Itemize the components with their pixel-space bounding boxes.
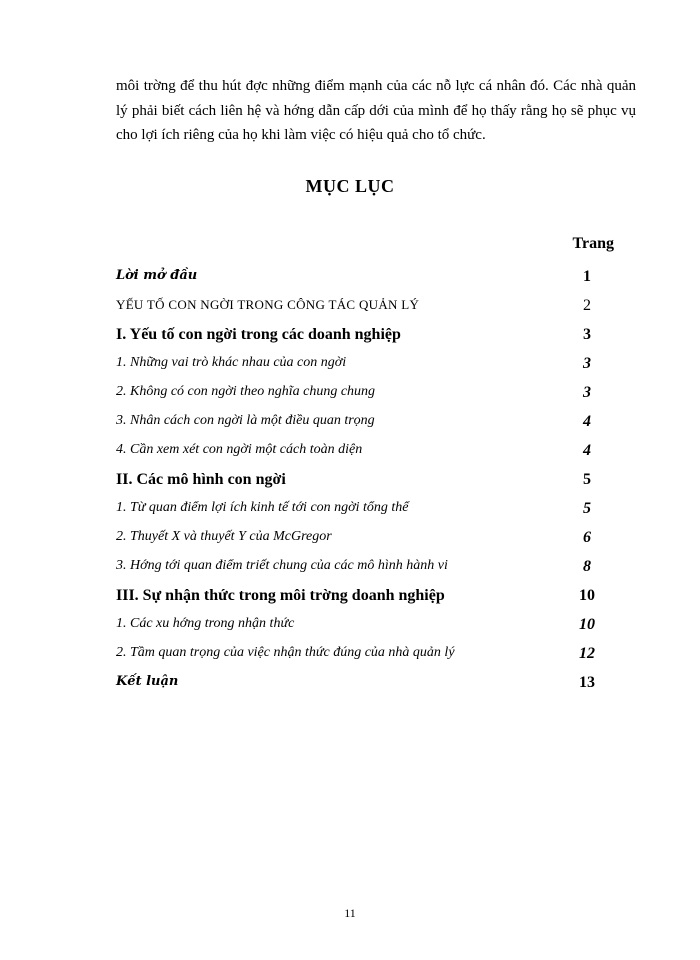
toc-entry-text: 3. Nhân cách con ngời là một điều quan trọng [116,413,375,428]
toc-entry-page: 4 [583,442,591,459]
toc-entry-text: Kết luận [116,674,179,689]
toc-entry-page: 8 [583,558,591,575]
toc-entry-text: III. Sự nhận thức trong môi trờng doanh nghiệp [116,587,445,604]
toc-entry-text: 4. Cần xem xét con ngời một cách toàn diện [116,442,363,457]
toc-entry-text: 2. Thuyết X và thuyết Y của McGregor [116,529,332,544]
toc-entry[interactable] [116,380,602,409]
toc-entry-text: Lời mở đầu [116,268,198,283]
toc-entry-text: 3. Hớng tới quan điểm triết chung của các mô hình hành vi [116,558,448,573]
toc-entry-page: 5 [583,500,591,517]
toc-entry-text: II. Các mô hình con ngời [116,471,286,488]
toc-entry[interactable] [116,409,602,438]
toc-entry[interactable] [116,496,602,525]
toc-entry-page: 1 [583,268,591,285]
intro-paragraph: môi trờng để thu hút đợc những điểm mạnh của các nỗ lực cá nhân đó. Các nhà quản lý phải biết cách liên hệ và hớng dẫn cấp dới của mình để họ thấy rằng họ sẽ phục vụ cho lợi ích riêng của họ khi làm việc có hiệu quả cho tổ chức. [116,78,636,143]
toc-entry[interactable] [116,525,602,554]
table-of-contents [116,264,602,699]
toc-entry-page: 3 [583,355,591,372]
toc-entry-text: YẾU TỐ CON NGỜI TRONG CÔNG TÁC QUẢN LÝ [116,297,420,312]
toc-entry-text: 1. Từ quan điểm lợi ích kinh tế tới con ngời tổng thể [116,500,409,515]
toc-entry-page: 6 [583,529,591,546]
toc-entry[interactable] [116,670,602,699]
toc-entry-page: 5 [583,471,591,488]
toc-entry-page: 10 [579,587,595,604]
toc-entry-text: 1. Những vai trò khác nhau của con ngời [116,355,347,370]
toc-entry-text: 1. Các xu hớng trong nhận thức [116,616,295,631]
toc-entry-page: 12 [579,645,595,662]
toc-entry[interactable] [116,467,602,496]
toc-entry[interactable] [116,351,602,380]
toc-entry-page: 2 [583,297,591,314]
toc-entry[interactable] [116,293,602,322]
toc-entry[interactable] [116,438,602,467]
toc-entry-page: 10 [579,616,595,633]
toc-entry-page: 4 [583,413,591,430]
toc-entry-page: 13 [579,674,595,691]
toc-entry-page: 3 [583,326,591,343]
toc-entry[interactable] [116,583,602,612]
page-number: 11 [344,906,356,920]
toc-entry[interactable] [116,264,602,293]
toc-entry[interactable] [116,612,602,641]
toc-entry[interactable] [116,641,602,670]
toc-entry-text: 2. Tầm quan trọng của việc nhận thức đúng của nhà quản lý [116,645,455,660]
toc-title: MỤC LỤC [305,176,395,196]
toc-entry[interactable] [116,322,602,351]
toc-entry-text: I. Yếu tố con ngời trong các doanh nghiệp [116,326,401,343]
toc-entry[interactable] [116,554,602,583]
toc-entry-page: 3 [583,384,591,401]
toc-page-header: Trang [572,235,614,252]
toc-entry-text: 2. Không có con ngời theo nghĩa chung chung [116,384,376,399]
